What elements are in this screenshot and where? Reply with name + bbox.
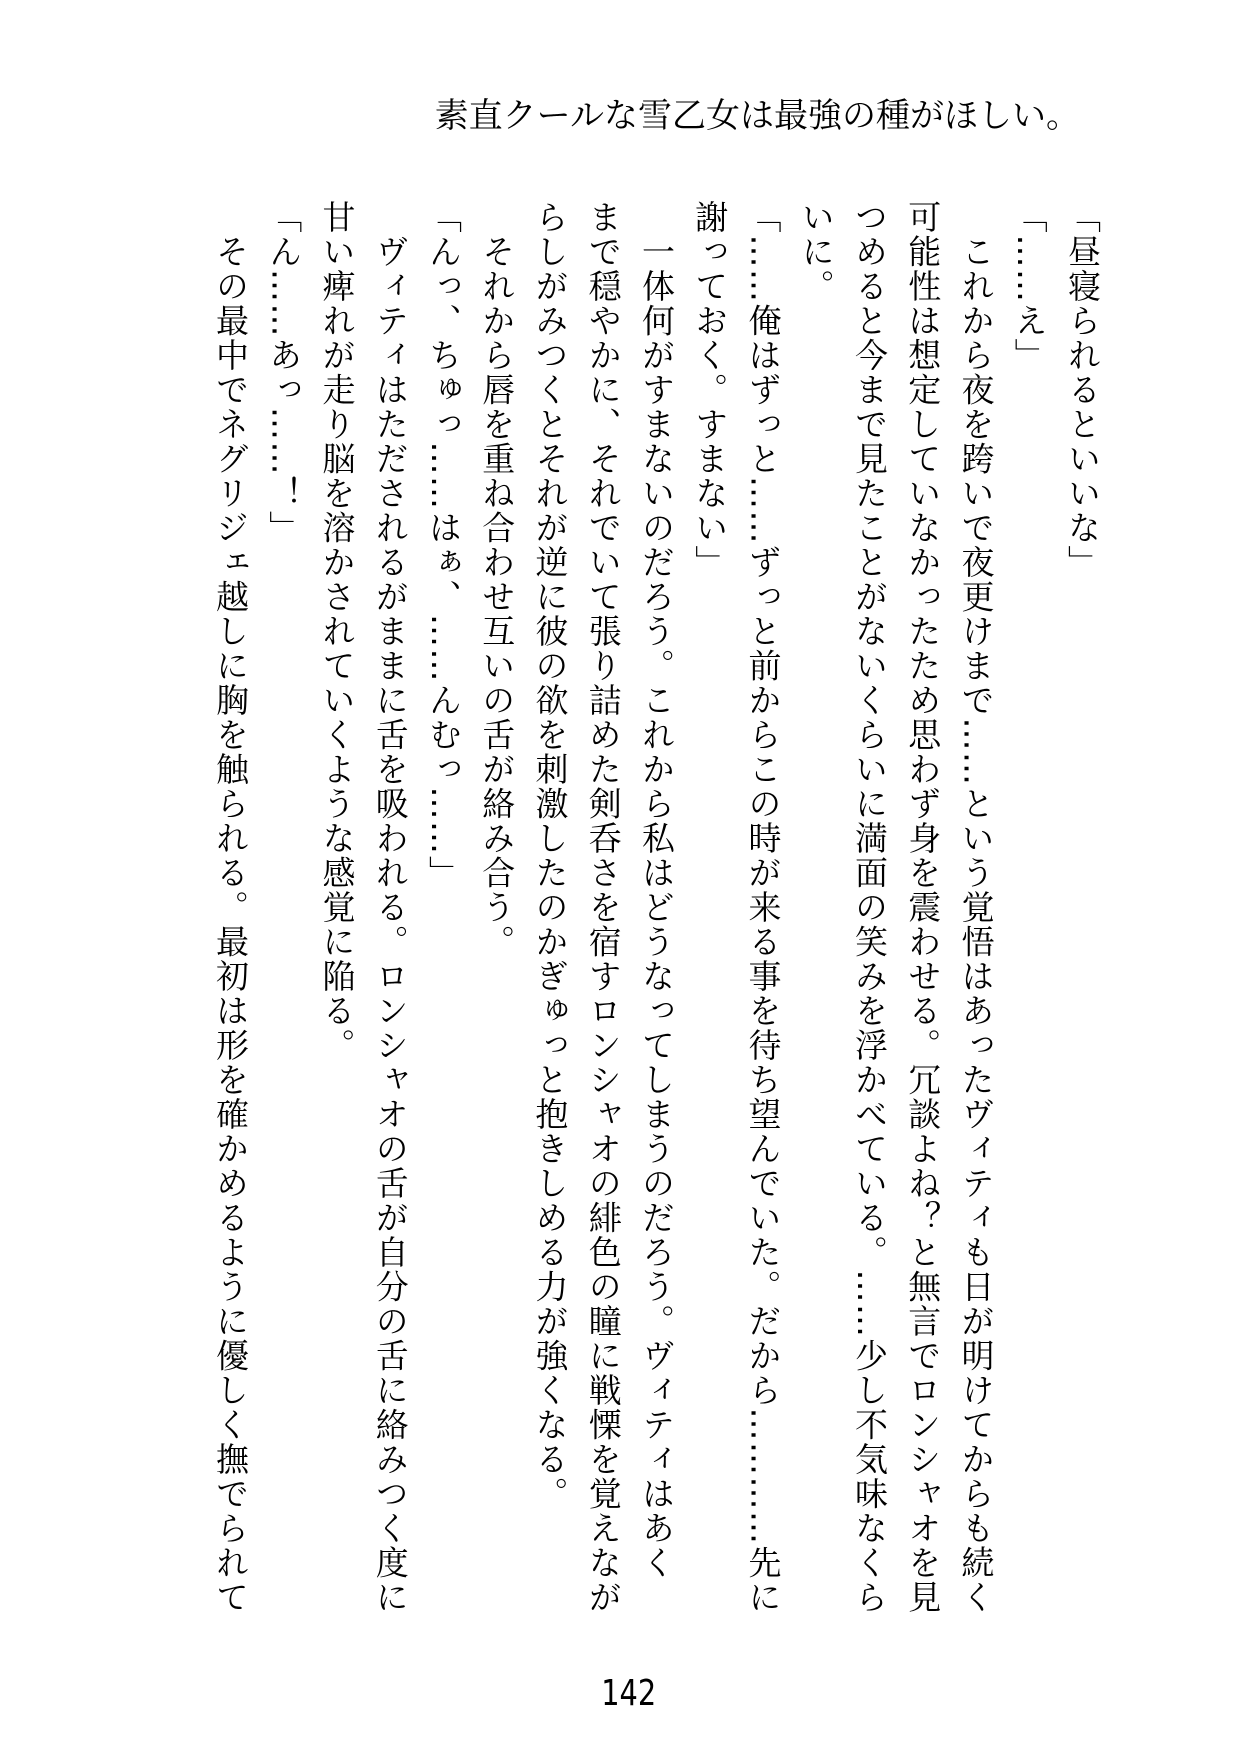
text-line: 可能性は想定していなかったため思わず身を震わせる。冗談よね？と無言でロンシャオを見: [903, 200, 943, 1615]
text-line: 「……え」: [1009, 200, 1049, 373]
text-line: 「んっ、ちゅっ……はぁ、……んむっ……」: [424, 200, 463, 890]
text-line: それから唇を重ね合わせ互いの舌が絡み合う。: [477, 200, 517, 959]
text-line: その最中でネグリジェ越しに胸を触られる。最初は形を確かめるように優しく撫でられて: [211, 200, 250, 1615]
body-text: [204, 200, 1109, 1640]
running-header: 素直クールな雪乙女は最強の種がほしい。: [434, 96, 1080, 136]
text-line: 甘い痺れが走り脳を溶かされていくような感覚に陥る。: [317, 200, 357, 1063]
text-line: 謝っておく。すまない」: [690, 200, 730, 580]
page-number: 142: [601, 1673, 657, 1714]
text-line: まで穏やかに、それでいて張り詰めた剣呑さを宿すロンシャオの緋色の瞳に戦慄を覚えなが: [583, 200, 623, 1615]
text-line: 「ん……あっ……！」: [264, 200, 304, 545]
text-line: ヴィティはただされるがままに舌を吸われる。ロンシャオの舌が自分の舌に絡みつく度に: [370, 200, 410, 1615]
text-line: いに。: [796, 200, 836, 304]
text-line: 「昼寝られるといいな」: [1063, 200, 1102, 580]
text-line: らしがみつくとそれが逆に彼の欲を刺激したのかぎゅっと抱きしめる力が強くなる。: [530, 200, 570, 1511]
text-line: 一体何がすまないのだろう。これから私はどうなってしまうのだろう。ヴィティはあく: [637, 200, 676, 1580]
text-line: これから夜を跨いで夜更けまで……という覚悟はあったヴィティも日が明けてからも続く: [956, 200, 996, 1615]
text-line: 「……俺はずっと……ずっと前からこの時が来る事を待ち望んでいた。だから…………先に: [743, 200, 783, 1615]
text-line: つめると今まで見たことがないくらいに満面の笑みを浮かべている。……少し不気味なくら: [850, 200, 889, 1615]
